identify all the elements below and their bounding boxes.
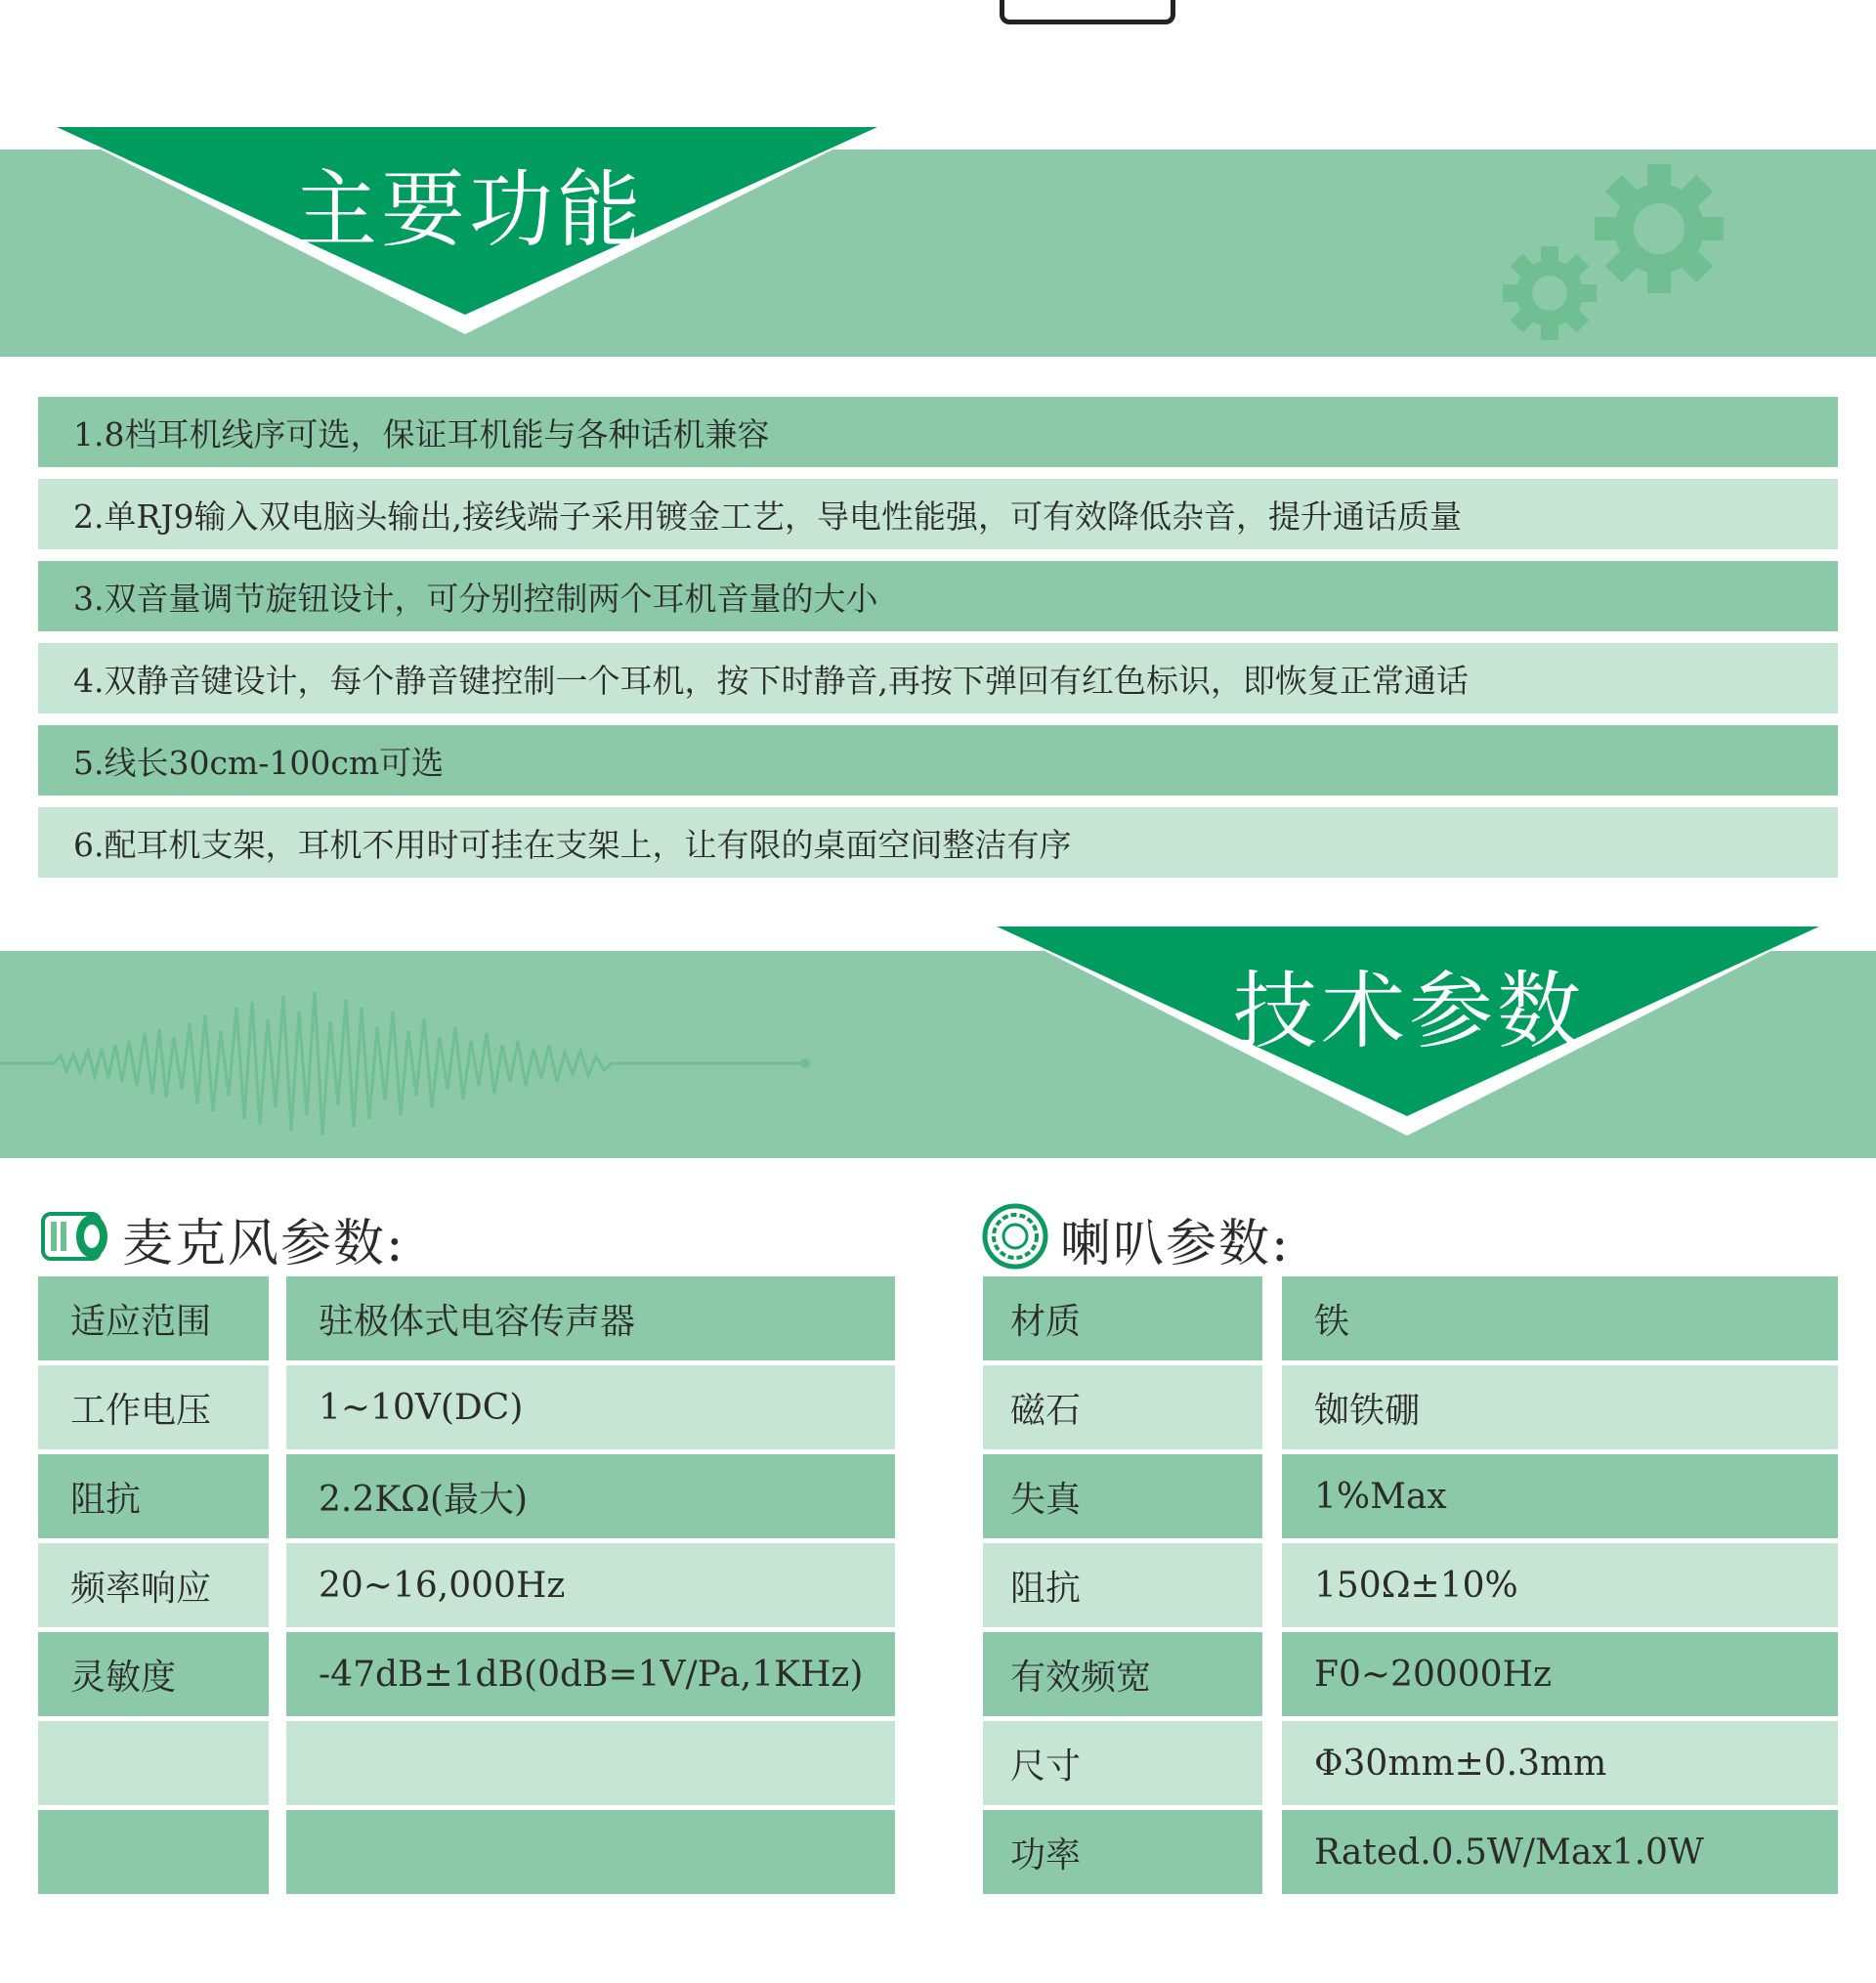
mic-label-cell — [38, 1810, 269, 1894]
mic-value-cell — [286, 1454, 895, 1538]
speaker-value-cell — [1282, 1721, 1838, 1805]
mic-label-cell — [38, 1454, 269, 1538]
features-title: 主要功能 — [293, 161, 645, 259]
feature-text: 3.双音量调节旋钮设计，可分别控制两个耳机音量的大小 — [73, 579, 878, 618]
mic-label: 工作电压 — [70, 1390, 212, 1431]
speaker-value-cell — [1282, 1365, 1838, 1449]
mic-value-cell — [286, 1365, 895, 1449]
speaker-label-cell — [983, 1543, 1262, 1627]
speaker-value: Φ30mm±0.3mm — [1314, 1743, 1607, 1784]
speaker-label: 失真 — [1010, 1479, 1082, 1520]
speaker-label-cell — [983, 1365, 1262, 1449]
speaker-value-cell — [1282, 1810, 1838, 1894]
mic-label-cell — [38, 1365, 269, 1449]
speaker-value-cell — [1282, 1454, 1838, 1538]
speaker-label-cell — [983, 1276, 1262, 1360]
mic-label: 频率响应 — [70, 1568, 212, 1609]
mic-label-cell — [38, 1543, 269, 1627]
speaker-value-cell — [1282, 1543, 1838, 1627]
feature-text: 1.8档耳机线序可选，保证耳机能与各种话机兼容 — [73, 414, 770, 453]
mic-value: 1~10V(DC) — [319, 1387, 524, 1428]
speaker-value: Rated.0.5W/Max1.0W — [1314, 1832, 1704, 1873]
mic-value: 20~16,000Hz — [319, 1565, 566, 1606]
feature-text: 6.配耳机支架，耳机不用时可挂在支架上，让有限的桌面空间整洁有序 — [73, 825, 1072, 864]
speaker-value: 150Ω±10% — [1314, 1565, 1518, 1606]
speaker-value-cell — [1282, 1276, 1838, 1360]
mic-value-cell — [286, 1543, 895, 1627]
microphone-icon — [39, 1200, 113, 1269]
speaker-value: 1%Max — [1314, 1476, 1447, 1517]
speaker-icon — [981, 1202, 1049, 1271]
mic-value: 2.2KΩ(最大) — [319, 1479, 529, 1520]
mic-label-cell — [38, 1632, 269, 1716]
speaker-label-cell — [983, 1721, 1262, 1805]
speaker-label-cell — [983, 1632, 1262, 1716]
speaker-label: 有效频宽 — [1010, 1657, 1152, 1698]
mic-value: -47dB±1dB(0dB=1V/Pa,1KHz) — [319, 1654, 864, 1695]
speaker-value: 铁 — [1314, 1301, 1350, 1342]
speaker-params-title: 喇叭参数: — [1060, 1215, 1291, 1273]
speaker-label: 阻抗 — [1010, 1568, 1082, 1609]
mic-value: 驻极体式电容传声器 — [319, 1301, 636, 1342]
speaker-label: 材质 — [1010, 1301, 1082, 1342]
speaker-label: 磁石 — [1010, 1390, 1082, 1431]
speaker-value: F0~20000Hz — [1314, 1654, 1552, 1695]
feature-text: 2.单RJ9输入双电脑头输出,接线端子采用镀金工艺，导电性能强，可有效降低杂音，提升通话质量 — [73, 496, 1463, 536]
mic-label-cell — [38, 1721, 269, 1805]
mic-label: 适应范围 — [70, 1301, 212, 1342]
speaker-label-cell — [983, 1454, 1262, 1538]
mic-label: 灵敏度 — [70, 1657, 177, 1698]
sound-wave-icon — [0, 972, 821, 1139]
mic-value-cell — [286, 1810, 895, 1894]
mic-value-cell — [286, 1721, 895, 1805]
speaker-label-cell — [983, 1810, 1262, 1894]
speaker-label: 功率 — [1010, 1834, 1082, 1875]
speaker-value-cell — [1282, 1632, 1838, 1716]
mic-value-cell — [286, 1632, 895, 1716]
specs-title: 技术参数 — [1233, 963, 1585, 1060]
feature-text: 5.线长30cm-100cm可选 — [73, 743, 445, 782]
mic-label-cell — [38, 1276, 269, 1360]
speaker-label: 尺寸 — [1010, 1746, 1082, 1787]
mic-value-cell — [286, 1276, 895, 1360]
mic-params-title: 麦克风参数: — [122, 1215, 405, 1273]
speaker-value: 铷铁硼 — [1314, 1390, 1421, 1431]
mic-label: 阻抗 — [70, 1479, 142, 1520]
feature-text: 4.双静音键设计，每个静音键控制一个耳机，按下时静音,再按下弹回有红色标识，即恢复正常通话 — [73, 661, 1469, 700]
